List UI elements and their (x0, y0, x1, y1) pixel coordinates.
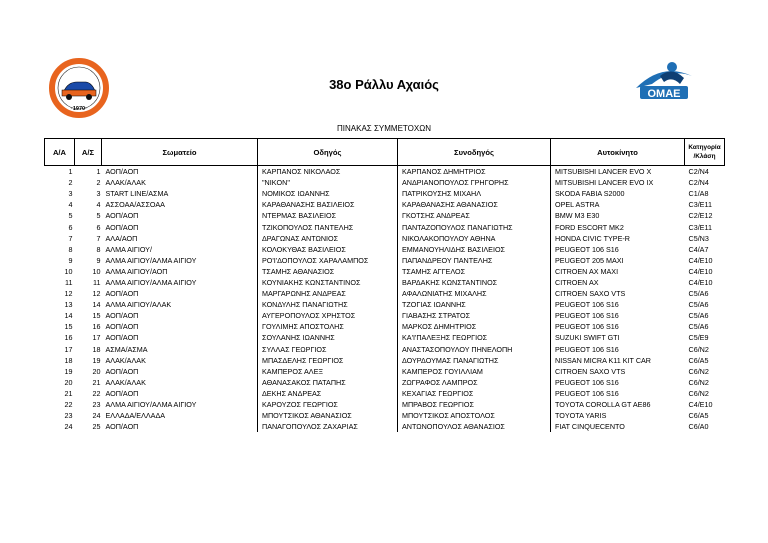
cell-codriver: ΚΑΡΠΑΝΟΣ ΔΗΜΗΤΡΙΟΣ (398, 166, 551, 178)
cell-codriver: ΒΑΡΔΑΚΗΣ ΚΩΝΣΤΑΝΤΙΝΟΣ (398, 277, 551, 288)
cell-driver: ΔΡΑΓΩΝΑΣ ΑΝΤΩΝΙΟΣ (258, 233, 398, 244)
cell-codriver: ΜΠΡΑΒΟΣ ΓΕΩΡΓΙΟΣ (398, 399, 551, 410)
cell-codriver: ΑΝΔΡΙΑΝΟΠΟΥΛΟΣ ΓΡΗΓΟΡΗΣ (398, 177, 551, 188)
cell-club: ΑΛΜΑ ΑΙΓΙΟΥ/ΑΛΜΑ ΑΙΓΙΟΥ (105, 255, 197, 265)
logo-left-year: ·1970· (71, 106, 87, 112)
cell-club: ΑΟΠ/ΑΟΠ (105, 422, 139, 432)
table-row (45, 399, 725, 410)
table-row (45, 366, 725, 377)
cell-category: C1/A8 (688, 189, 709, 199)
cell-driver: ΤΣΑΜΗΣ ΑΘΑΝΑΣΙΟΣ (258, 266, 398, 277)
cell-codriver: ΑΝΤΩΝΟΠΟΥΛΟΣ ΑΘΑΝΑΣΙΟΣ (398, 421, 551, 432)
cell-aa: 6 (68, 222, 73, 232)
cell-category: C6/N2 (688, 388, 709, 398)
cell-as: 21 (92, 377, 101, 387)
cell-aa: 21 (64, 388, 73, 398)
cell-category: C6/A5 (688, 411, 709, 421)
cell-car: CITROEN SAXO VTS (551, 366, 685, 377)
header-codriver: Συνοδηγός (398, 139, 551, 166)
table-row (45, 188, 725, 199)
table-row (45, 277, 725, 288)
cell-aa: 8 (68, 244, 73, 254)
cell-driver: ΚΟΝΔΥΛΗΣ ΠΑΝΑΓΙΩΤΗΣ (258, 299, 398, 310)
cell-aa: 3 (68, 189, 73, 199)
cell-aa: 20 (64, 377, 73, 387)
cell-aa: 19 (64, 366, 73, 376)
table-row (45, 244, 725, 255)
cell-category: C4/E10 (688, 255, 713, 265)
cell-car: MITSUBISHI LANCER EVO X (551, 166, 685, 178)
table-row (45, 332, 725, 343)
cell-aa: 9 (68, 255, 73, 265)
cell-category: C4/E10 (688, 266, 713, 276)
cell-category: C2/N4 (688, 167, 709, 177)
cell-car: PEUGEOT 106 S16 (551, 388, 685, 399)
cell-as: 1 (96, 167, 101, 177)
cell-category: C5/A6 (688, 300, 709, 310)
cell-club: ΑΟΠ/ΑΟΠ (105, 333, 139, 343)
cell-category: C6/N2 (688, 366, 709, 376)
cell-aa: 7 (68, 233, 73, 243)
cell-driver: ΚΟΥΝΙΑΚΗΣ ΚΩΝΣΤΑΝΤΙΝΟΣ (258, 277, 398, 288)
cell-car: PEUGEOT 106 S16 (551, 377, 685, 388)
cell-codriver: ΖΩΓΡΑΦΟΣ ΛΑΜΠΡΟΣ (398, 377, 551, 388)
table-row (45, 310, 725, 321)
cell-category: C5/A6 (688, 311, 709, 321)
cell-codriver: ΕΜΜΑΝΟΥΗΛΙΔΗΣ ΒΑΣΙΛΕΙΟΣ (398, 244, 551, 255)
cell-aa: 16 (64, 333, 73, 343)
cell-club: ΑΛΑΚ/ΑΛΑΚ (105, 377, 146, 387)
cell-category: C3/E11 (688, 222, 712, 232)
cell-club: ΑΛΑ/ΑΟΠ (105, 233, 138, 243)
header-category-line2: /Κλάση (693, 153, 716, 160)
cell-aa: 13 (64, 300, 73, 310)
cell-as: 6 (96, 222, 101, 232)
cell-as: 22 (92, 388, 101, 398)
cell-driver: ΤΖΙΚΟΠΟΥΛΟΣ ΠΑΝΤΕΛΗΣ (258, 221, 398, 232)
cell-as: 4 (96, 200, 101, 210)
table-row (45, 199, 725, 210)
header-aa: Α/Α (45, 139, 75, 166)
cell-club: ΑΟΠ/ΑΟΠ (105, 388, 139, 398)
cell-aa: 22 (64, 400, 73, 410)
cell-club: ΑΣΣΟΑΑ/ΑΣΣΟΑΑ (105, 200, 165, 210)
cell-as: 11 (93, 277, 101, 287)
cell-club: ΑΛΜΑ ΑΙΓΙΟΥ/ΑΛΜΑ ΑΙΓΙΟΥ (105, 277, 197, 287)
table-row (45, 410, 725, 421)
cell-driver: ΑΥΓΕΡΟΠΟΥΛΟΣ ΧΡΗΣΤΟΣ (258, 310, 398, 321)
table-row (45, 288, 725, 299)
logo-right-text: ΟΜΑΕ (647, 88, 681, 100)
cell-car: TOYOTA COROLLA GT AE86 (551, 399, 685, 410)
table-row (45, 377, 725, 388)
cell-car: OPEL ASTRA (551, 199, 685, 210)
cell-driver: ΑΘΑΝΑΣΑΚΟΣ ΠΑΤΑΠΗΣ (258, 377, 398, 388)
cell-codriver: ΤΖΟΓΙΑΣ ΙΩΑΝΝΗΣ (398, 299, 551, 310)
table-row (45, 355, 725, 366)
header-club: Σωματείο (102, 139, 258, 166)
cell-car: CITROEN SAXO VTS (551, 288, 685, 299)
header-category-line1: Κατηγορία (688, 144, 721, 151)
cell-aa: 11 (65, 277, 73, 287)
cell-aa: 14 (64, 311, 73, 321)
cell-codriver: ΝΙΚΟΛΑΚΟΠΟΥΛΟΥ ΑΘΗΝΑ (398, 233, 551, 244)
cell-as: 17 (92, 333, 101, 343)
cell-club: ΑΟΠ/ΑΟΠ (105, 222, 139, 232)
cell-car: PEUGEOT 106 S16 (551, 244, 685, 255)
cell-car: TOYOTA YARIS (551, 410, 685, 421)
cell-car: PEUGEOT 205 MAXI (551, 255, 685, 266)
cell-car: FIAT CINQUECENTO (551, 421, 685, 432)
cell-aa: 10 (64, 266, 73, 276)
cell-as: 9 (96, 255, 101, 265)
cell-as: 8 (96, 244, 101, 254)
cell-car: PEUGEOT 106 S16 (551, 344, 685, 355)
cell-car: MITSUBISHI LANCER EVO IX (551, 177, 685, 188)
cell-car: CITROEN AX MAXI (551, 266, 685, 277)
cell-as: 10 (92, 266, 101, 276)
cell-as: 7 (96, 233, 101, 243)
cell-car: SKODA FABIA S2000 (551, 188, 685, 199)
cell-aa: 24 (64, 422, 73, 432)
cell-car: BMW M3 E30 (551, 210, 685, 221)
cell-driver: ΠΑΝΑΓΟΠΟΥΛΟΣ ΖΑΧΑΡΙΑΣ (258, 421, 398, 432)
cell-category: C5/N3 (688, 233, 709, 243)
cell-driver: ΚΑΡΟΥΖΟΣ ΓΕΩΡΓΙΟΣ (258, 399, 398, 410)
cell-driver: ΝΤΕΡΜΑΣ ΒΑΣΙΛΕΙΟΣ (258, 210, 398, 221)
header-driver: Οδηγός (258, 139, 398, 166)
cell-codriver: ΠΑΠΑΝΔΡΕΟΥ ΠΑΝΤΕΛΗΣ (398, 255, 551, 266)
cell-category: C6/N2 (688, 344, 709, 354)
table-row (45, 321, 725, 332)
cell-as: 18 (92, 344, 101, 354)
cell-codriver: ΚΑΡΑΘΑΝΑΣΗΣ ΑΘΑΝΑΣΙΟΣ (398, 199, 551, 210)
cell-codriver: ΜΠΟΥΤΣΙΚΟΣ ΑΠΟΣΤΟΛΟΣ (398, 410, 551, 421)
cell-club: ΕΛΛΑΔΑ/ΕΛΛΑΔΑ (105, 411, 166, 421)
table-row (45, 344, 725, 355)
cell-codriver: ΠΑΤΡΙΚΟΥΣΗΣ ΜΙΧΑΗΛ (398, 188, 551, 199)
cell-club: ΑΛΜΑ ΑΙΓΙΟΥ/ (105, 244, 152, 254)
table-row (45, 210, 725, 221)
cell-car: FORD ESCORT MK2 (551, 221, 685, 232)
cell-driver: "NIKON" (258, 177, 398, 188)
cell-aa: 23 (64, 411, 73, 421)
cell-as: 19 (92, 355, 101, 365)
cell-club: ΑΛΜΑ ΑΙΓΙΟΥ/ΑΛΜΑ ΑΙΓΙΟΥ (105, 400, 197, 410)
table-row (45, 299, 725, 310)
cell-category: C5/A6 (688, 322, 709, 332)
cell-category: C4/E10 (688, 400, 713, 410)
cell-club: ΑΛΑΚ/ΑΛΑΚ (105, 178, 146, 188)
cell-club: ΑΛΜΑ ΑΙΓΙΟΥ/ΑΛΑΚ (105, 300, 172, 310)
cell-codriver: ΑΦΑΛΩΝΙΑΤΗΣ ΜΙΧΑΛΗΣ (398, 288, 551, 299)
cell-codriver: ΓΚΟΤΣΗΣ ΑΝΔΡΕΑΣ (398, 210, 551, 221)
cell-codriver: ΤΣΑΜΗΣ ΑΓΓΕΛΟΣ (398, 266, 551, 277)
cell-aa: 5 (68, 211, 73, 221)
cell-category: C6/A0 (688, 422, 709, 432)
cell-category: C4/A7 (688, 244, 709, 254)
cell-codriver: ΔΟΥΡΔΟΥΜΑΣ ΠΑΝΑΓΙΩΤΗΣ (398, 355, 551, 366)
cell-codriver: ΓΙΑΒΑΣΗΣ ΣΤΡΑΤΟΣ (398, 310, 551, 321)
cell-aa: 18 (64, 355, 73, 365)
cell-driver: ΓΟΥΛΙΜΗΣ ΑΠΟΣΤΟΛΗΣ (258, 321, 398, 332)
cell-aa: 15 (64, 322, 73, 332)
cell-driver: ΣΟΥΛΑΝΗΣ ΙΩΑΝΝΗΣ (258, 332, 398, 343)
page-title: 38ο Ράλλυ Αχαιός (329, 77, 439, 92)
cell-club: ΑΛΑΚ/ΑΛΑΚ (105, 355, 146, 365)
cell-club: ΑΟΠ/ΑΟΠ (105, 311, 139, 321)
cell-as: 5 (96, 211, 101, 221)
cell-codriver: ΚΑΜΠΕΡΟΣ ΓΟΥΙΛΛΙΑΜ (398, 366, 551, 377)
cell-driver: ΚΟΛΟΚΥΘΑΣ ΒΑΣΙΛΕΙΟΣ (258, 244, 398, 255)
cell-car: SUZUKI SWIFT GTI (551, 332, 685, 343)
table-row (45, 166, 725, 178)
cell-car: PEUGEOT 106 S16 (551, 310, 685, 321)
cell-club: ΑΟΠ/ΑΟΠ (105, 322, 139, 332)
cell-as: 20 (92, 366, 101, 376)
cell-codriver: ΚΕΧΑΓΙΑΣ ΓΕΩΡΓΙΟΣ (398, 388, 551, 399)
table-row (45, 388, 725, 399)
cell-codriver: ΑΝΑΣΤΑΣΟΠΟΥΛΟΥ ΠΗΝΕΛΟΠΗ (398, 344, 551, 355)
cell-as: 16 (92, 322, 101, 332)
cell-category: C3/E11 (688, 200, 712, 210)
cell-car: PEUGEOT 106 S16 (551, 321, 685, 332)
cell-car: NISSAN MICRA K11 KIT CAR (551, 355, 685, 366)
cell-driver: ΔΕΚΗΣ ΑΝΔΡΕΑΣ (258, 388, 398, 399)
cell-as: 25 (92, 422, 101, 432)
cell-aa: 12 (64, 289, 73, 299)
table-subtitle: ΠΙΝΑΚΑΣ ΣΥΜΜΕΤΟΧΩΝ (337, 124, 431, 133)
cell-as: 14 (92, 300, 101, 310)
cell-car: HONDA CIVIC TYPE-R (551, 233, 685, 244)
cell-club: ΑΣΜΑ/ΑΣΜΑ (105, 344, 148, 354)
cell-aa: 17 (64, 344, 73, 354)
table-row (45, 177, 725, 188)
entry-list-table (44, 138, 725, 432)
cell-codriver: ΚΑ'Ι'ΠΑΛΕΞΗΣ ΓΕΩΡΓΙΟΣ (398, 332, 551, 343)
cell-driver: ΜΑΡΓΑΡΩΝΗΣ ΑΝΔΡΕΑΣ (258, 288, 398, 299)
cell-as: 3 (96, 189, 101, 199)
cell-car: CITROEN AX (551, 277, 685, 288)
cell-driver: ΚΑΜΠΕΡΟΣ ΑΛΕΞ (258, 366, 398, 377)
cell-driver: ΡΟ'Ι'ΔΟΠΟΥΛΟΣ ΧΑΡΑΛΑΜΠΟΣ (258, 255, 398, 266)
table-row (45, 255, 725, 266)
cell-aa: 4 (68, 200, 73, 210)
cell-driver: ΜΠΑΣΔΕΛΗΣ ΓΕΩΡΓΙΟΣ (258, 355, 398, 366)
cell-codriver: ΜΑΡΚΟΣ ΔΗΜΗΤΡΙΟΣ (398, 321, 551, 332)
table-row (45, 266, 725, 277)
cell-category: C4/E10 (688, 277, 713, 287)
table-row (45, 221, 725, 232)
cell-driver: ΝΟΜΙΚΟΣ ΙΩΑΝΝΗΣ (258, 188, 398, 199)
cell-as: 15 (92, 311, 101, 321)
cell-category: C2/E12 (688, 211, 713, 221)
cell-club: ΑΟΠ/ΑΟΠ (105, 211, 139, 221)
header-category (685, 139, 725, 166)
cell-club: ΑΟΠ/ΑΟΠ (105, 167, 139, 177)
cell-category: C5/E9 (688, 333, 709, 343)
cell-category: C2/N4 (688, 178, 709, 188)
header-as: Α/Σ (75, 139, 102, 166)
cell-club: ΑΟΠ/ΑΟΠ (105, 289, 139, 299)
cell-as: 12 (92, 289, 101, 299)
cell-driver: ΣΥΛΛΑΣ ΓΕΩΡΓΙΟΣ (258, 344, 398, 355)
cell-club: ΑΟΠ/ΑΟΠ (105, 366, 139, 376)
cell-category: C6/A5 (688, 355, 709, 365)
cell-driver: ΚΑΡΑΘΑΝΑΣΗΣ ΒΑΣΙΛΕΙΟΣ (258, 199, 398, 210)
cell-club: START LINE/ΑΣΜΑ (105, 189, 169, 199)
cell-driver: ΚΑΡΠΑΝΟΣ ΝΙΚΟΛΑΟΣ (258, 166, 398, 178)
cell-car: PEUGEOT 106 S16 (551, 299, 685, 310)
cell-club: ΑΛΜΑ ΑΙΓΙΟΥ/ΑΟΠ (105, 266, 168, 276)
cell-as: 24 (92, 411, 101, 421)
table-header-row (45, 139, 725, 166)
cell-aa: 1 (68, 167, 73, 177)
table-row (45, 233, 725, 244)
cell-as: 23 (92, 400, 101, 410)
cell-as: 2 (96, 178, 101, 188)
cell-category: C5/A6 (688, 289, 709, 299)
cell-driver: ΜΠΟΥΤΣΙΚΟΣ ΑΘΑΝΑΣΙΟΣ (258, 410, 398, 421)
cell-category: C6/N2 (688, 377, 709, 387)
table-row (45, 421, 725, 432)
header-car: Αυτοκίνητο (551, 139, 685, 166)
cell-aa: 2 (68, 178, 73, 188)
cell-codriver: ΠΑΝΤΑΖΟΠΟΥΛΟΣ ΠΑΝΑΓΙΩΤΗΣ (398, 221, 551, 232)
